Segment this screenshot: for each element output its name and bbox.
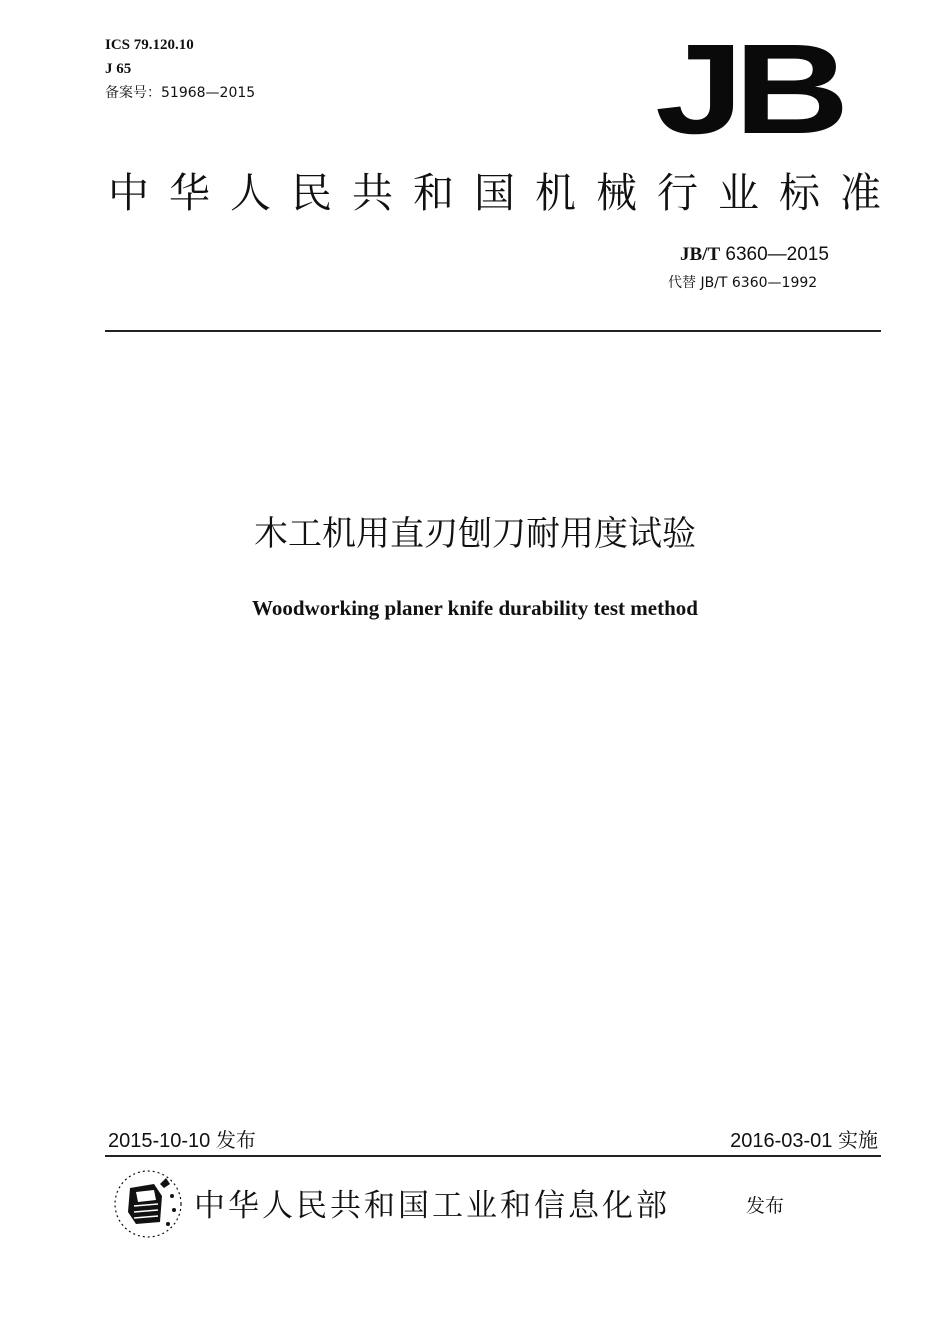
- replaces-standard: 代替 JB/T 6360—1992: [668, 275, 818, 291]
- title-english: Woodworking planer knife durability test method: [252, 596, 698, 620]
- top-divider: [105, 330, 881, 332]
- jb-logo: JB: [655, 18, 840, 161]
- issue-date: 2015-10-10 发布: [108, 1130, 256, 1152]
- ccs-code: J 65: [105, 61, 132, 77]
- title-chinese: 木工机用直刃刨刀耐用度试验: [254, 514, 696, 554]
- standard-number: [680, 244, 829, 266]
- standard-number-rest: 6360—2015: [720, 244, 829, 265]
- publisher-suffix: 发布: [746, 1195, 785, 1217]
- publisher-seal-icon: [110, 1166, 186, 1242]
- standard-number-prefix: JB/T: [680, 244, 721, 265]
- ics-code: ICS 79.120.10: [105, 37, 194, 53]
- publisher-name: 中华人民共和国工业和信息化部: [194, 1188, 670, 1224]
- bottom-divider: [105, 1155, 881, 1157]
- filing-number: 备案号：51968—2015: [105, 85, 256, 101]
- implementation-date: 2016-03-01 实施: [730, 1130, 878, 1152]
- standard-category-heading: 中华人民共和国机械行业标准: [108, 169, 901, 217]
